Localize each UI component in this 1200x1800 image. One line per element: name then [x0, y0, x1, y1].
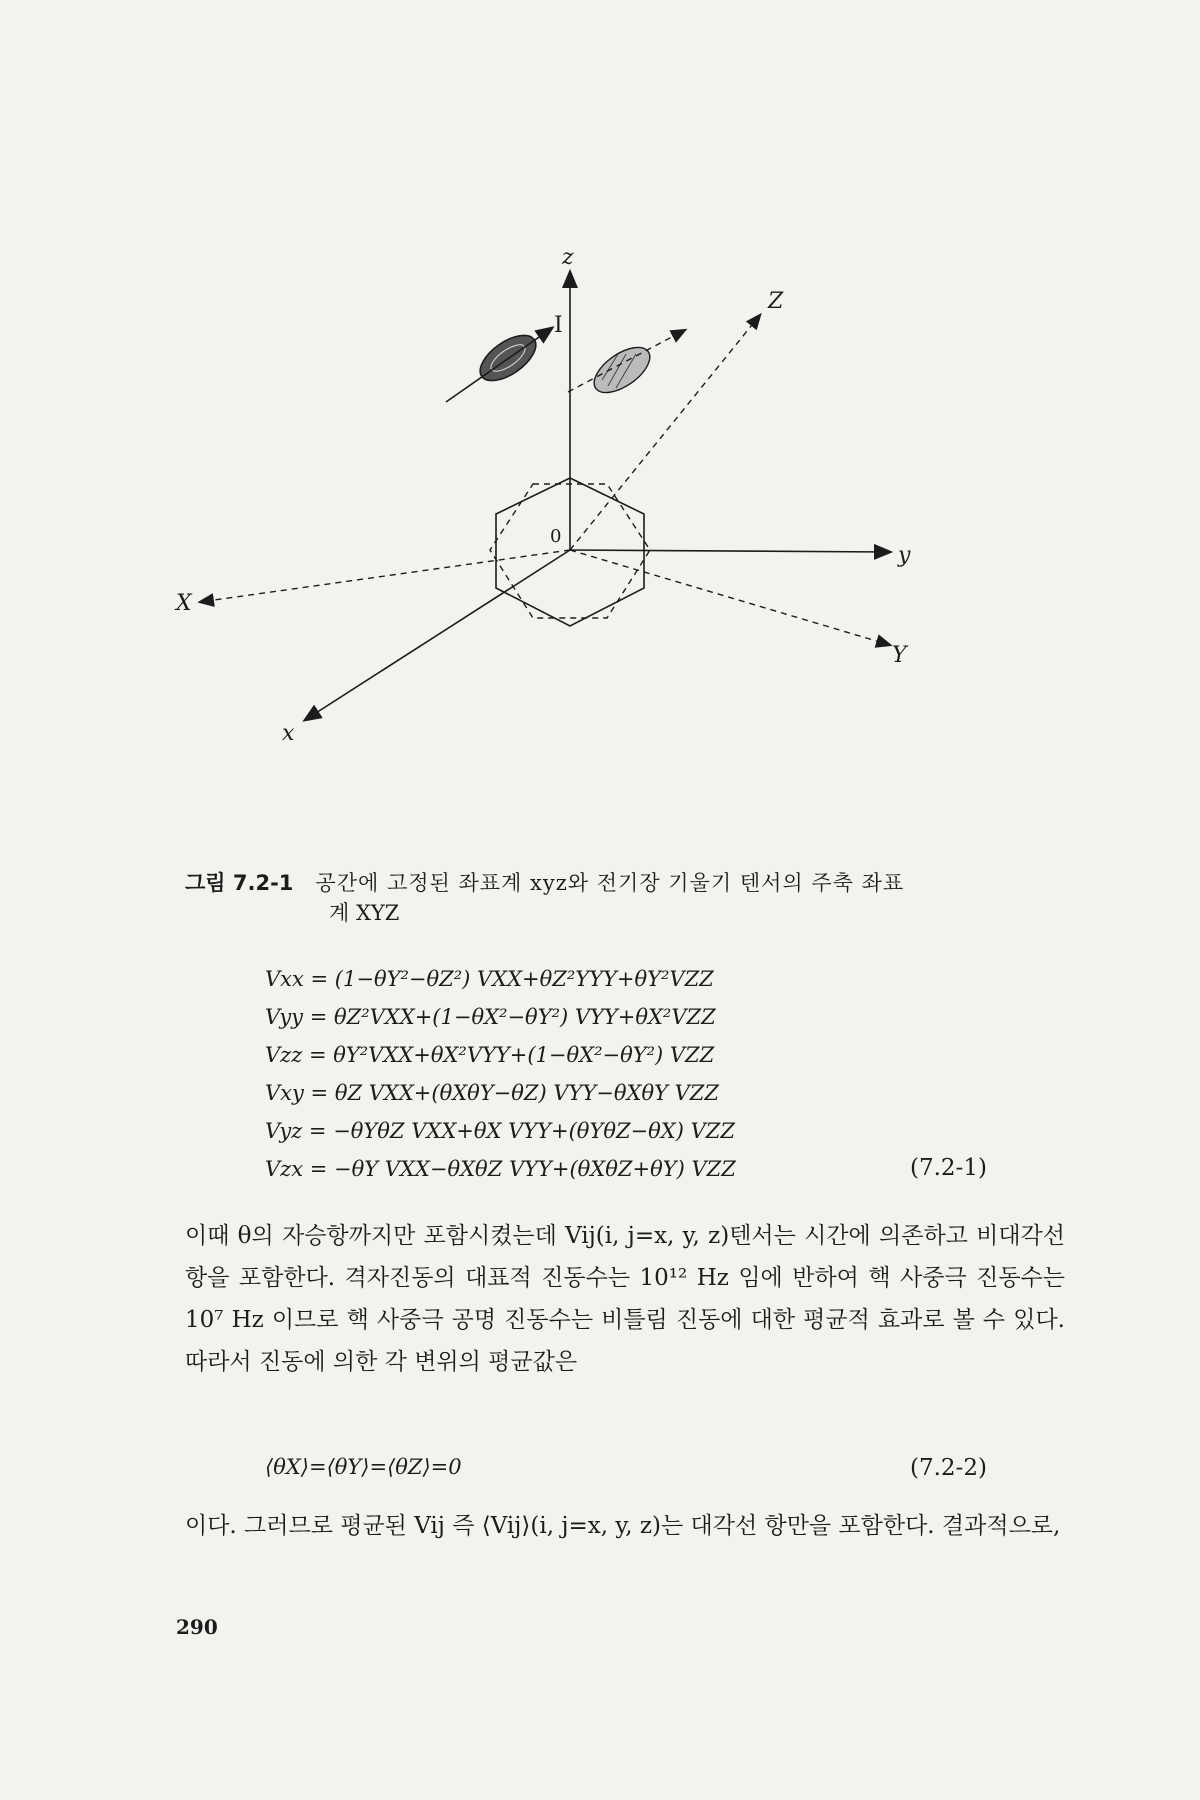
Z-axis — [570, 315, 760, 550]
y-axis-label: y — [898, 543, 911, 568]
equation-vyz: Vyz = −θYθZ VXX+θX VYY+(θYθZ−θX) VZZ — [265, 1119, 735, 1143]
equation-block — [265, 960, 1065, 1188]
Z-axis-label: Z — [768, 289, 784, 314]
paragraph-1: 이때 θ의 자승항까지만 포함시켰는데 Vij(i, j=x, y, z)텐서는 시간에 의존하고 비대각선 항을 포함한다. 격자진동의 대표적 진동수는 10¹² Hz 임에 반하여 핵 사중극 진동수는 10⁷ Hz 이므로 핵 사중극 공명 진동수는 비틀림 진동에 대한 평균적 효과로 볼 수 있다. 따라서 진동에 의한 각 변위의 평균값은 — [185, 1223, 1065, 1375]
page-number: 290 — [176, 1615, 218, 1639]
caption-text: 공간에 고정된 좌표계 xyz와 전기장 기울기 텐서의 주축 좌표 — [315, 871, 905, 895]
figure-caption — [185, 868, 1065, 928]
caption-text-continued: 계 XYZ — [329, 901, 400, 925]
I-label: I — [554, 313, 563, 338]
equation-vzz: Vzz = θY²VXX+θX²VYY+(1−θX²−θY²) VZZ — [265, 1043, 715, 1067]
equation-vxx: Vxx = (1−θY²−θZ²) VXX+θZ²YYY+θY²VZZ — [265, 967, 714, 991]
x-axis-label: x — [282, 721, 295, 746]
X-axis — [200, 550, 570, 602]
equation-number-2: (7.2-2) — [910, 1455, 987, 1481]
equation-vzx: Vzx = −θY VXX−θXθZ VYY+(θXθZ+θY) VZZ — [265, 1157, 736, 1181]
average-equation: ⟨θX⟩=⟨θY⟩=⟨θZ⟩=0 — [265, 1455, 462, 1479]
hatched-ellipse — [568, 330, 685, 401]
caption-label: 그림 7.2-1 — [185, 871, 294, 895]
coordinate-figure — [150, 250, 1010, 850]
Y-axis — [570, 550, 890, 645]
spin-ellipse — [446, 327, 552, 402]
X-axis-label: X — [176, 591, 192, 616]
paragraph-2: 이다. 그러므로 평균된 Vij 즉 ⟨Vij⟩(i, j=x, y, z)는 대각선 항만을 포함한다. 결과적으로, — [185, 1513, 1061, 1539]
x-axis — [305, 550, 570, 720]
equation-vyy: Vyy = θZ²VXX+(1−θX²−θY²) VYY+θX²VZZ — [265, 1005, 716, 1029]
equation-vxy: Vxy = θZ VXX+(θXθY−θZ) VYY−θXθY VZZ — [265, 1081, 719, 1105]
origin-label: 0 — [550, 526, 562, 547]
y-axis — [570, 550, 890, 552]
z-axis-label: z — [562, 250, 574, 270]
equation-number-1: (7.2-1) — [910, 1155, 987, 1181]
Y-axis-label: Y — [892, 643, 907, 668]
